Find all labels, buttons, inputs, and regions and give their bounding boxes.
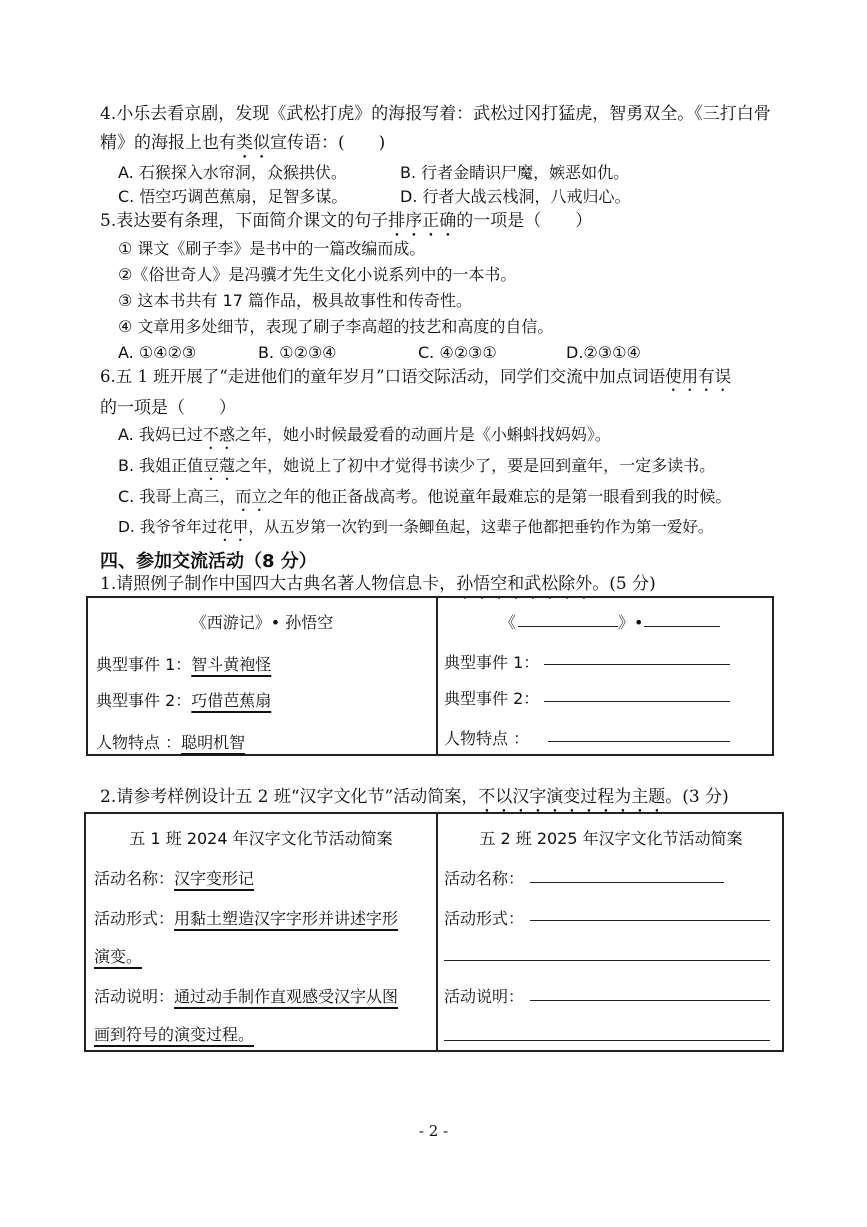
answer-activity-name-label: 活动名称： <box>444 869 525 888</box>
answer-card-title-close: 》• <box>618 613 644 632</box>
q4-stem-line1: 4.小乐去看京剧，发现《武松打虎》的海报写着：武松过冈打猛虎，智勇双全。《三打白骨 <box>100 104 771 124</box>
book-title-blank[interactable] <box>518 626 618 627</box>
q5-option-d[interactable]: D.②③①④ <box>566 343 641 362</box>
answer-event1-blank[interactable] <box>544 664 730 665</box>
q5-stem: 5.表达要有条理，下面简介课文的句子排序正确的一项是（ ） <box>100 211 593 231</box>
q4-option-a[interactable]: A. 石猴探入水帘洞，众猴拱伏。 <box>118 163 347 182</box>
example-activity-desc-cont: 画到符号的演变过程。 <box>94 1025 255 1044</box>
q5-item-2: ②《俗世奇人》是冯骥才先生文化小说系列中的一本书。 <box>118 265 517 284</box>
example-event1: 典型事件 1：智斗黄袍怪 <box>96 655 272 674</box>
q5-option-b[interactable]: B. ①②③④ <box>258 343 337 362</box>
q4-dotted-words: 类似 <box>236 133 270 153</box>
answer-activity-form-blank[interactable] <box>530 920 770 921</box>
answer-event2-blank[interactable] <box>544 701 730 702</box>
q4-option-c[interactable]: C. 悟空巧调芭蕉扇，足智多谋。 <box>118 187 348 206</box>
answer-activity-name-blank[interactable] <box>530 882 724 883</box>
answer-activity-desc-blank[interactable] <box>530 1000 770 1001</box>
section-four-heading: 四、参加交流活动（8 分） <box>100 551 317 572</box>
example-activity-name: 活动名称：汉字变形记 <box>94 869 255 888</box>
q5-option-a[interactable]: A. ①④②③ <box>118 343 197 362</box>
example-card-title: 《西游记》• 孙悟空 <box>190 613 334 632</box>
answer-trait-label: 人物特点 ： <box>444 729 530 748</box>
plan-divider <box>436 814 438 1050</box>
q6-option-d[interactable]: D. 我爷爷年过花甲，从五岁第一次钓到一条鲫鱼起，这辈子他都把垂钓作为第一爱好。 <box>118 518 714 536</box>
example-activity-form-cont: 演变。 <box>94 947 143 966</box>
example-activity-form: 活动形式：用黏土塑造汉字字形并讲述字形 <box>94 909 399 928</box>
answer-plan-title: 五 2 班 2025 年汉字文化节活动简案 <box>479 829 743 848</box>
q6-option-a[interactable]: A. 我妈已过不惑之年，她小时候最爱看的动画片是《小蝌蚪找妈妈》。 <box>118 425 611 444</box>
q5-item-4: ④ 文章用多处细节，表现了刷子李高超的技艺和高度的自信。 <box>118 317 554 336</box>
q5-item-1: ① 课文《刷子李》是书中的一篇改编而成。 <box>118 239 426 258</box>
example-plan-title: 五 1 班 2024 年汉字文化节活动简案 <box>129 829 393 848</box>
q4-option-b[interactable]: B. 行者金睛识尸魔，嫉恶如仇。 <box>400 163 630 182</box>
example-activity-desc: 活动说明：通过动手制作直观感受汉字从图 <box>94 987 399 1006</box>
q6-option-c[interactable]: C. 我哥上高三，而立之年的他正备战高考。他说童年最难忘的是第一眼看到我的时候。 <box>118 487 732 506</box>
q6-stem-line2: 的一项是（ ） <box>100 398 236 418</box>
answer-activity-form-blank-2[interactable] <box>444 960 770 961</box>
character-name-blank[interactable] <box>644 626 720 627</box>
q5-item-3: ③ 这本书共有 17 篇作品，极具故事性和传奇性。 <box>118 291 472 310</box>
s4-q2-dotted-words: 不以汉字演变过程为主题 <box>478 787 666 807</box>
q6-option-b[interactable]: B. 我姐正值豆蔻之年，她说上了初中才觉得书读少了，要是回到童年，一定多读书。 <box>118 456 716 475</box>
q6-stem-line1: 6.五 1 班开展了“走进他们的童年岁月”口语交际活动，同学们交流中加点词语使用有误 <box>100 367 732 386</box>
s4-q1-stem: 1.请照例子制作中国四大古典名著人物信息卡，孙悟空和武松除外。(5 分) <box>100 574 656 594</box>
example-event2: 典型事件 2：巧借芭蕉扇 <box>96 691 272 710</box>
q5-option-c[interactable]: C. ④②③① <box>418 343 497 362</box>
s4-q1-dotted-words: 孙悟空和武松除外 <box>456 574 593 594</box>
q4-stem-line2: 精》的海报上也有类似宣传语：( ) <box>100 133 386 153</box>
q5-dotted-words: 排序正确 <box>388 211 457 231</box>
q6-dotted-words: 使用有误 <box>665 367 732 386</box>
answer-trait-blank[interactable] <box>548 741 730 742</box>
s4-q2-stem: 2.请参考样例设计五 2 班“汉字文化节”活动简案，不以汉字演变过程为主题。(3 分) <box>100 787 729 807</box>
card-divider <box>436 598 438 754</box>
answer-activity-form-label: 活动形式： <box>444 909 525 928</box>
answer-card-title-open: 《 <box>500 613 517 632</box>
answer-activity-desc-blank-2[interactable] <box>444 1040 770 1041</box>
answer-event1-label: 典型事件 1： <box>444 653 540 672</box>
answer-event2-label: 典型事件 2： <box>444 689 540 708</box>
example-trait: 人物特点 ：聪明机智 <box>96 733 246 752</box>
q4-option-d[interactable]: D. 行者大战云栈洞，八戒归心。 <box>400 187 631 206</box>
page-number: - 2 - <box>418 1122 449 1140</box>
answer-activity-desc-label: 活动说明： <box>444 987 525 1006</box>
